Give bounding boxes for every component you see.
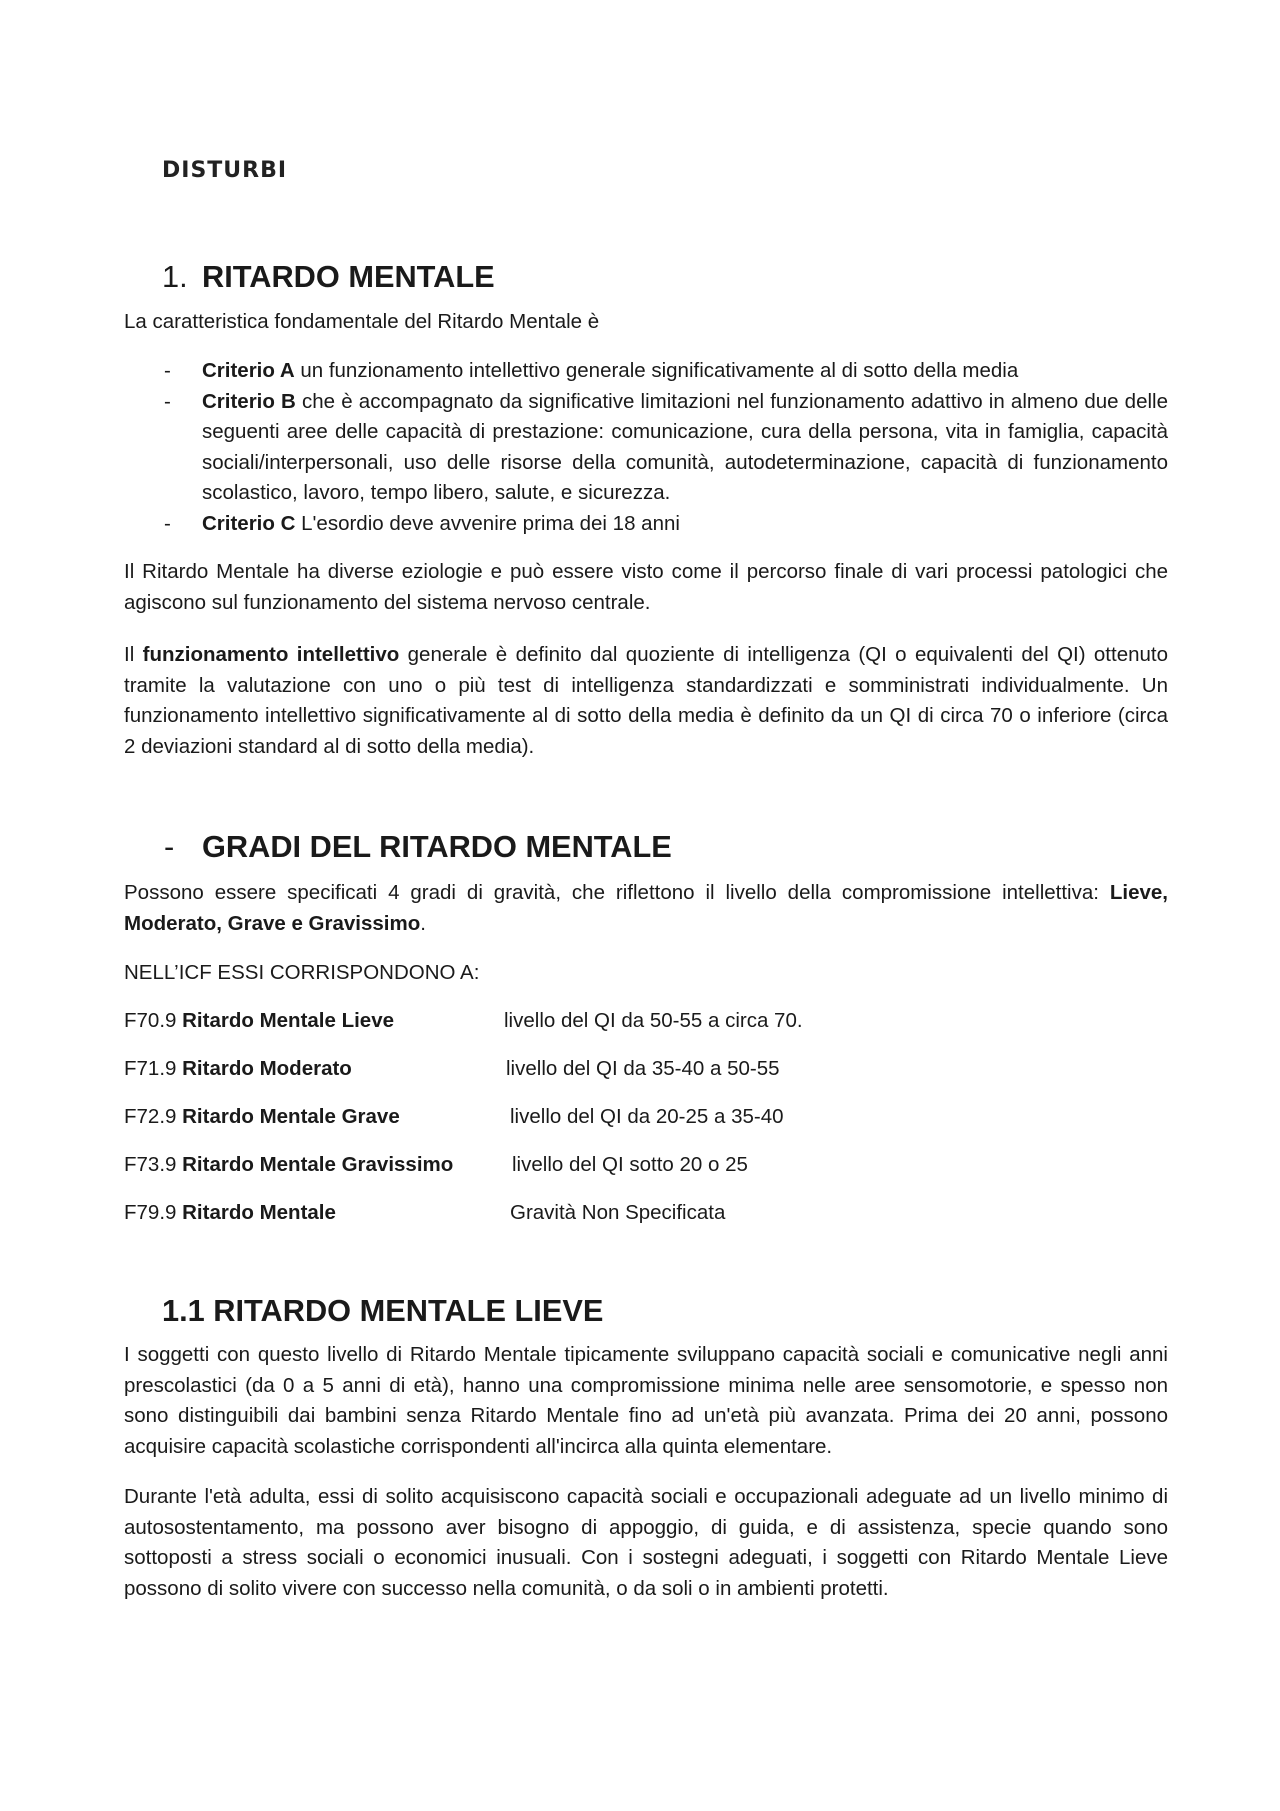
section-heading-text: GRADI DEL RITARDO MENTALE: [202, 829, 672, 864]
list-dash: -: [164, 511, 171, 535]
grade-description: livello del QI da 35-40 a 50-55: [506, 1057, 780, 1080]
grade-row: [124, 1198, 1168, 1228]
grade-code: F70.9: [124, 1009, 183, 1032]
funzionamento-text: [124, 640, 1168, 762]
section-heading-ritardo-lieve: 1.1 RITARDO MENTALE LIEVE: [162, 1293, 604, 1328]
heading-dash: -: [164, 829, 175, 864]
grade-row: [124, 1102, 1168, 1132]
document-title: DISTURBI: [162, 158, 288, 183]
lieve-paragraph-1: [124, 1340, 1168, 1462]
grade-description: livello del QI da 50-55 a circa 70.: [504, 1009, 803, 1032]
criteria-item: [124, 387, 1168, 509]
lieve-paragraph-2: [124, 1482, 1168, 1604]
criterion-text: che è accompagnato da significative limitazioni nel funzionamento adattivo in almeno due delle seguenti aree delle capacità di prestazione: comunicazione, cura della persona, vita in famiglia, capacità sociali/interpersonali, uso delle risorse della comunità, autodeterminazione, capacità di funzionamento scolastico, lavoro, tempo libero, salute, e sicurezza.: [202, 389, 1168, 504]
grade-name: Ritardo Mentale Lieve: [182, 1009, 395, 1032]
eziologia-text: Il Ritardo Mentale ha diverse eziologie e può essere visto come il percorso finale di vari processi patologici che agiscono sul funzionamento del sistema nervoso centrale.: [124, 560, 1168, 614]
section-heading-gradi: [164, 829, 672, 864]
text-run: generale è definito dal quoziente di intelligenza (QI o equivalenti del QI) ottenuto tramite la valutazione con uno o più test di intelligenza standardizzati e somministrati individualmente. Un funzionamento intellettivo significativamente al di sotto della media è definito da un QI di circa 70 o inferiore (circa 2 deviazioni standard al di sotto della media).: [124, 643, 1168, 758]
icf-label-text: NELL’ICF ESSI CORRISPONDONO A:: [124, 961, 480, 984]
text-run: Possono essere specificati 4 gradi di gravità, che riflettono il livello della compromissione intellettiva:: [124, 881, 1110, 904]
grade-description: livello del QI sotto 20 o 25: [512, 1153, 748, 1176]
grade-name: Ritardo Mentale Gravissimo: [182, 1153, 454, 1176]
list-dash: -: [164, 359, 171, 382]
criterion-text: L'esordio deve avvenire prima dei 18 anni: [295, 511, 680, 535]
text-run: .: [420, 911, 426, 935]
criteria-item: [124, 356, 1168, 387]
grade-description: livello del QI da 20-25 a 35-40: [510, 1105, 784, 1128]
section-number: 1.: [162, 259, 188, 294]
funzionamento-paragraph: [124, 640, 1168, 762]
intro-text: La caratteristica fondamentale del Ritardo Mentale è: [124, 310, 600, 333]
criterion-label: Criterio B: [202, 389, 296, 413]
grade-code: F71.9: [124, 1057, 183, 1080]
eziologia-paragraph: [124, 557, 1168, 618]
text-run: Il: [124, 643, 143, 666]
gradi-intro-text: [124, 878, 1168, 939]
criteria-list-wrapper: [124, 356, 1168, 539]
criterion-label: Criterio C: [202, 511, 296, 535]
bold-term: Lieve, Moderato, Grave e Gravissimo: [124, 881, 1168, 935]
icf-label: [124, 958, 1168, 989]
grade-name: Ritardo Mentale Grave: [182, 1105, 400, 1128]
lieve-text-1: I soggetti con questo livello di Ritardo Mentale tipicamente sviluppano capacità sociali e comunicative negli anni prescolastici (da 0 a 5 anni di età), hanno una compromissione minima nelle aree sensomotorie, e spesso non sono distinguibili dai bambini senza Ritardo Mentale fino ad un'età più avanzata. Prima dei 20 anni, possono acquisire capacità scolastiche corrispondenti all'incirca alla quinta elementare.: [124, 1343, 1168, 1458]
criterion-label: Criterio A: [202, 359, 295, 382]
section-heading-ritardo-mentale: [162, 259, 495, 294]
criteria-item: [124, 509, 1168, 540]
list-dash: -: [164, 389, 171, 413]
grade-row: [124, 1006, 1168, 1036]
grade-code: F73.9: [124, 1153, 183, 1176]
section-heading-text: RITARDO MENTALE: [202, 259, 495, 294]
grade-description: Gravità Non Specificata: [510, 1201, 726, 1224]
lieve-text-2: Durante l'età adulta, essi di solito acquisiscono capacità sociali e occupazionali adeguate ad un livello minimo di autosostentamento, ma possono aver bisogno di appoggio, di guida, e di assistenza, specie quando sono sottoposti a stress sociali o economici inusuali. Con i sostegni adeguati, i soggetti con Ritardo Mentale Lieve possono di solito vivere con successo nella comunità, o da soli o in ambienti protetti.: [124, 1485, 1168, 1600]
criterion-text: un funzionamento intellettivo generale significativamente al di sotto della media: [294, 359, 1019, 382]
grade-code: F79.9: [124, 1201, 183, 1224]
grade-code: F72.9: [124, 1105, 183, 1128]
bold-term: funzionamento intellettivo: [142, 643, 400, 666]
grade-name: Ritardo Mentale: [182, 1201, 336, 1224]
criteria-list: [124, 356, 1168, 539]
grade-row: [124, 1150, 1168, 1180]
gradi-intro-paragraph: [124, 878, 1168, 939]
grade-row: [124, 1054, 1168, 1084]
intro-paragraph: [124, 307, 1168, 338]
grade-name: Ritardo Moderato: [182, 1057, 352, 1080]
